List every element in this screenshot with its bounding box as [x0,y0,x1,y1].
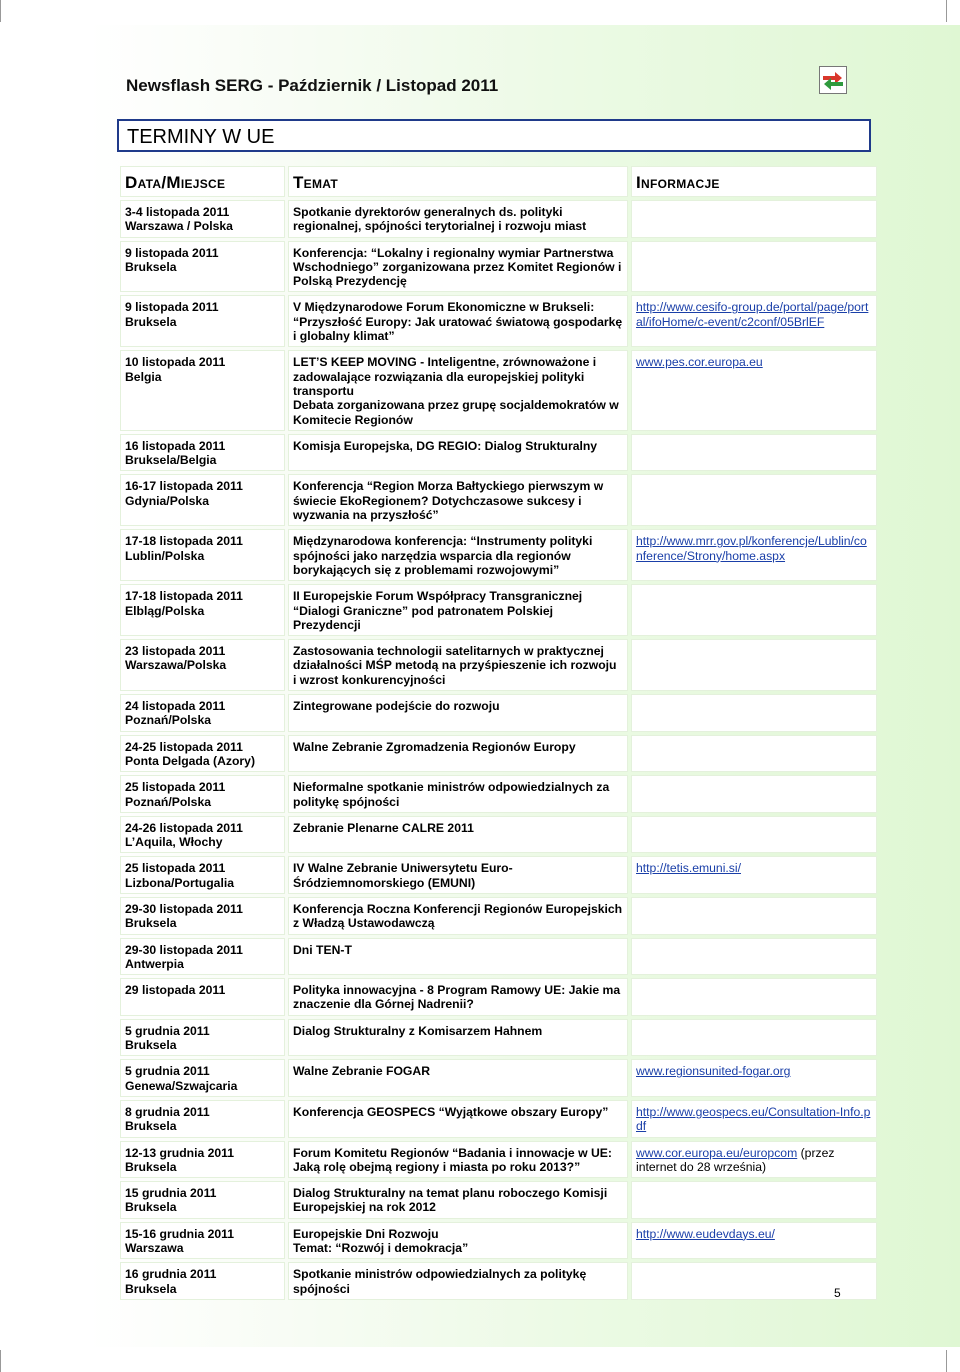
event-topic: Konferencja: “Lokalny i regionalny wymiar Partnerstwa Wschodniego” zorganizowana przez Komitet Regionów i Polską Prezydencję [293,245,622,289]
info-cell [631,694,877,732]
event-topic: Spotkanie dyrektorów generalnych ds. polityki regionalnej, spójności terytorialnej i rozwoju miast [293,205,587,234]
info-cell [631,938,877,976]
info-link[interactable]: http://tetis.emuni.si/ [636,861,741,876]
topic-cell [288,816,628,854]
table-row [120,1100,877,1138]
topic-cell [288,1181,628,1219]
info-link[interactable]: http://www.mrr.gov.pl/konferencje/Lublin/conference/Strony/home.aspx [636,534,867,563]
date-place-cell [120,474,285,526]
event-place: Antwerpia [125,956,184,971]
topic-cell [288,775,628,813]
column-header-info: Informacje [631,166,877,197]
topic-cell [288,1141,628,1179]
events-table [117,163,880,1303]
column-header-topic: Temat [288,166,628,197]
table-row [120,1141,877,1179]
event-date: 10 listopada 2011 [125,355,226,370]
event-place: Genewa/Szwajcaria [125,1078,238,1093]
info-link[interactable]: http://www.eudevdays.eu/ [636,1226,775,1241]
info-cell [631,200,877,238]
event-date: 3-4 listopada 2011 [125,205,230,219]
topic-cell [288,735,628,773]
event-topic: IV Walne Zebranie Uniwersytetu Euro-Śródziemnomorskiego (EMUNI) [293,861,513,890]
event-topic: Konferencja “Region Morza Bałtyckiego pierwszym w świecie EkoRegionem? Dotychczasowe sukcesy i wyzwania na przyszłość” [293,479,604,523]
event-place: Poznań/Polska [125,794,212,809]
date-place-cell [120,639,285,691]
event-date: 25 listopada 2011 [125,861,226,876]
event-topic: Europejskie Dni Rozwoju Temat: “Rozwój i demokracja” [293,1226,469,1256]
info-link[interactable]: www.cor.europa.eu/europcom [636,1145,798,1160]
event-topic: Dialog Strukturalny na temat planu roboczego Komisji Europejskiej na rok 2012 [293,1186,608,1215]
event-place: Elbląg/Polska [125,603,205,618]
table-row [120,529,877,581]
crop-mark [0,1350,1,1372]
event-date: 23 listopada 2011 [125,644,226,659]
event-date: 12-13 grudnia 2011 [125,1145,235,1160]
info-cell [631,434,877,472]
event-date: 15-16 grudnia 2011 [125,1226,235,1241]
info-cell [631,1181,877,1219]
column-header-date-place: Data/Miejsce [120,166,285,197]
date-place-cell [120,200,285,238]
table-row [120,1019,877,1057]
date-place-cell [120,856,285,894]
topic-cell [288,584,628,636]
topic-cell [288,1059,628,1097]
date-place-cell [120,529,285,581]
event-topic: Dni TEN-T [293,942,352,957]
info-cell [631,350,877,430]
event-topic: V Międzynarodowe Forum Ekonomiczne w Brukseli: “Przyszłość Europy: Jak uratować światową gospodarkę i globalny klimat” [293,300,623,344]
event-topic: Komisja Europejska, DG REGIO: Dialog Strukturalny [293,438,598,453]
info-note: (przez internet do 28 września) [636,1145,835,1174]
event-topic: Zastosowania technologii satelitarnych w praktycznej działalności MŚP metodą na przyśpieszenie ich rozwoju i wzrost konkurencyjności [293,644,617,687]
event-date: 17-18 listopada 2011 [125,534,243,549]
event-date: 29 listopada 2011 [125,983,226,998]
event-place: Bruksela [125,1200,177,1215]
topic-cell [288,897,628,935]
date-place-cell [120,816,285,854]
event-place: Bruksela/Belgia [125,453,217,468]
event-place: L’Aquila, Włochy [125,835,223,850]
date-place-cell [120,295,285,347]
event-date: 29-30 listopada 2011 [125,942,243,957]
date-place-cell [120,350,285,430]
info-link[interactable]: www.regionsunited-fogar.org [636,1064,791,1079]
table-row [120,1222,877,1260]
event-place: Warszawa [125,1241,184,1256]
table-row [120,694,877,732]
event-topic: Walne Zebranie Zgromadzenia Regionów Europy [293,739,576,754]
date-place-cell [120,1181,285,1219]
info-link[interactable]: www.pes.cor.europa.eu [636,355,763,370]
event-date: 24-26 listopada 2011 [125,820,243,835]
table-row [120,241,877,293]
event-place: Poznań/Polska [125,713,212,728]
event-topic: Dialog Strukturalny z Komisarzem Hahnem [293,1023,543,1038]
date-place-cell [120,1019,285,1057]
event-topic: Polityka innowacyjna - 8 Program Ramowy UE: Jakie ma znaczenie dla Górnej Nadrenii? [293,983,621,1012]
info-cell [631,584,877,636]
info-cell [631,474,877,526]
info-cell [631,241,877,293]
event-place: Warszawa / Polska [125,219,233,234]
event-date: 8 grudnia 2011 [125,1104,210,1119]
table-row [120,200,877,238]
topic-cell [288,938,628,976]
date-place-cell [120,1222,285,1260]
event-date: 16-17 listopada 2011 [125,479,243,494]
event-topic: Forum Komitetu Regionów “Badania i innowacje w UE: Jaką rolę obejmą regiony i miasta po roku 2013?” [293,1145,612,1174]
info-link[interactable]: http://www.cesifo-group.de/portal/page/portal/ifoHome/c-event/c2conf/05BrlEF [636,300,869,329]
event-place: Warszawa/Polska [125,658,227,673]
date-place-cell [120,694,285,732]
event-place: Bruksela [125,1038,177,1053]
event-topic: Spotkanie ministrów odpowiedzialnych za politykę spójności [293,1267,587,1296]
event-date: 9 listopada 2011 [125,245,219,260]
event-date: 17-18 listopada 2011 [125,589,243,604]
event-place: Belgia [125,369,162,384]
event-place: Lublin/Polska [125,548,205,563]
event-date: 25 listopada 2011 [125,780,226,795]
table-row [120,1059,877,1097]
event-date: 24 listopada 2011 [125,699,226,714]
table-row [120,938,877,976]
topic-cell [288,434,628,472]
table-row [120,735,877,773]
info-cell [631,856,877,894]
info-cell [631,897,877,935]
event-place: Ponta Delgada (Azory) [125,753,256,768]
info-cell [631,639,877,691]
date-place-cell [120,241,285,293]
topic-cell [288,1019,628,1057]
crop-mark [0,0,1,22]
event-place: Bruksela [125,916,177,931]
date-place-cell [120,1100,285,1138]
section-title: TERMINY W UE [127,126,275,148]
topic-cell [288,1100,628,1138]
date-place-cell [120,735,285,773]
table-row [120,584,877,636]
table-row [120,1262,877,1300]
info-cell [631,978,877,1016]
table-row [120,1181,877,1219]
table-row [120,856,877,894]
date-place-cell [120,897,285,935]
event-date: 24-25 listopada 2011 [125,739,243,754]
event-date: 16 grudnia 2011 [125,1267,217,1282]
topic-cell [288,200,628,238]
event-place: Bruksela [125,1281,177,1296]
date-place-cell [120,978,285,1016]
topic-cell [288,474,628,526]
crop-mark [946,0,947,22]
table-row [120,434,877,472]
table-row [120,639,877,691]
info-link[interactable]: http://www.geospecs.eu/Consultation-Info.pdf [636,1104,871,1134]
info-cell [631,1019,877,1057]
info-cell [631,1100,877,1138]
topic-cell [288,694,628,732]
event-topic: Konferencja GEOSPECS “Wyjątkowe obszary Europy” [293,1104,609,1119]
topic-cell [288,856,628,894]
topic-cell [288,978,628,1016]
table-row [120,295,877,347]
event-date: 5 grudnia 2011 [125,1023,210,1038]
info-cell [631,295,877,347]
event-topic: LET’S KEEP MOVING - Inteligentne, zrównoważone i zadowalające rozwiązania dla europejskiej polityki transportu Debata zorganizowana przez grupę socjaldemokratów w Komitecie Regionów [293,355,619,427]
date-place-cell [120,775,285,813]
topic-cell [288,1262,628,1300]
page-number: 5 [834,1286,841,1300]
event-place: Bruksela [125,1119,177,1134]
info-cell [631,1222,877,1260]
topic-cell [288,241,628,293]
topic-cell [288,529,628,581]
event-topic: Walne Zebranie FOGAR [293,1064,431,1079]
event-topic: Nieformalne spotkanie ministrów odpowiedzialnych za politykę spójności [293,780,610,809]
date-place-cell [120,1059,285,1097]
topic-cell [288,350,628,430]
topic-cell [288,295,628,347]
table-header-row [120,166,877,197]
table-row [120,350,877,430]
crop-mark [946,1350,947,1372]
date-place-cell [120,1141,285,1179]
event-place: Lizbona/Portugalia [125,875,235,890]
topic-cell [288,639,628,691]
event-place: Bruksela [125,259,177,274]
event-date: 15 grudnia 2011 [125,1186,217,1201]
info-cell [631,529,877,581]
section-header-box [117,119,871,152]
date-place-cell [120,434,285,472]
table-row [120,897,877,935]
table-row [120,816,877,854]
date-place-cell [120,584,285,636]
event-place: Gdynia/Polska [125,493,209,508]
event-place: Bruksela [125,1159,177,1174]
info-cell [631,775,877,813]
table-row [120,474,877,526]
event-date: 29-30 listopada 2011 [125,901,243,916]
table-row [120,775,877,813]
newsletter-title: Newsflash SERG - Październik / Listopad 2011 [126,76,499,95]
table-row [120,978,877,1016]
event-topic: Zebranie Plenarne CALRE 2011 [293,820,474,835]
event-date: 5 grudnia 2011 [125,1064,210,1079]
serg-logo-icon [819,66,847,94]
event-topic: Zintegrowane podejście do rozwoju [293,699,500,714]
event-topic: Konferencja Roczna Konferencji Regionów Europejskich z Władzą Ustawodawczą [293,901,623,931]
info-cell [631,1059,877,1097]
event-topic: II Europejskie Forum Współpracy Transgranicznej “Dialogi Graniczne” pod patronatem Polskiej Prezydencji [293,589,583,632]
info-cell [631,735,877,773]
date-place-cell [120,1262,285,1300]
date-place-cell [120,938,285,976]
topic-cell [288,1222,628,1260]
info-cell [631,1141,877,1179]
event-date: 9 listopada 2011 [125,300,219,315]
event-date: 16 listopada 2011 [125,438,226,453]
event-place: Bruksela [125,314,177,329]
info-cell [631,816,877,854]
event-topic: Międzynarodowa konferencja: “Instrumenty polityki spójności jako narzędzia wsparcia dla regionów borykających się z problemami rozwojowymi” [293,534,593,577]
